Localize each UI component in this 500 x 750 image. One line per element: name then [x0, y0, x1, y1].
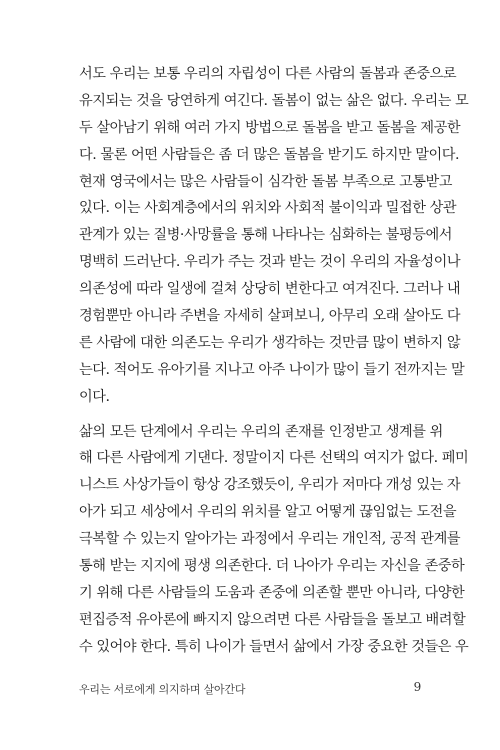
text-line: 통해 받는 지지에 평생 의존한다. 더 나아가 우리는 자신을 존중하: [79, 558, 465, 575]
text-line: 는다. 적어도 유아기를 지나고 아주 나이가 많이 들기 전까지는 말: [79, 361, 465, 378]
text-line: 현재 영국에서는 많은 사람들이 심각한 돌봄 부족으로 고통받고: [79, 173, 453, 190]
text-line: 이다.: [79, 388, 110, 405]
paragraph-gap: [79, 411, 423, 419]
paragraph: [79, 61, 469, 411]
body-text: [79, 61, 469, 661]
text-line: 관계가 있는 질병·사망률을 통해 나타나는 심화하는 불평등에서: [79, 227, 453, 244]
text-line: 다. 물론 어떤 사람들은 좀 더 많은 돌봄을 받기도 하지만 말이다.: [79, 146, 460, 163]
text-line: 니스트 사상가들이 항상 강조했듯이, 우리가 저마다 개성 있는 자: [79, 477, 461, 494]
paragraph: [79, 419, 469, 661]
text-line: 유지되는 것을 당연하게 여긴다. 돌봄이 없는 삶은 없다. 우리는 모: [79, 92, 469, 109]
running-title: 우리는 서로에게 의지하며 살아간다: [79, 683, 246, 696]
text-line: 의존성에 따라 일생에 걸쳐 상당히 변한다고 여겨진다. 그러나 내: [79, 281, 461, 298]
text-line: 수 있어야 한다. 특히 나이가 들면서 삶에서 가장 중요한 것들은 우: [79, 638, 469, 655]
text-line: 아가 되고 세상에서 우리의 위치를 알고 어떻게 끊임없는 도전을: [79, 504, 457, 521]
text-line: 서도 우리는 보통 우리의 자립성이 다른 사람의 돌봄과 존중으로: [79, 66, 457, 82]
text-line: 른 사람에 대한 의존도는 우리가 생각하는 것만큼 많이 변하지 않: [79, 334, 461, 351]
text-line: 기 위해 다른 사람들의 도움과 존중에 의존할 뿐만 아니라, 다양한: [79, 584, 465, 601]
text-line: 해 다른 사람에게 기댄다. 정말이지 다른 선택의 여지가 없다. 페미: [79, 450, 469, 467]
page-footer: [0, 681, 500, 701]
text-line: 삶의 모든 단계에서 우리는 우리의 존재를 인정받고 생계를 위: [79, 423, 443, 440]
page-number: 9: [413, 680, 421, 694]
text-line: 편집증적 유아론에 빠지지 않으려면 다른 사람들을 돌보고 배려할: [79, 611, 466, 628]
text-line: 경험뿐만 아니라 주변을 자세히 살펴보니, 아무리 오래 살아도 다: [79, 308, 461, 325]
text-line: 있다. 이는 사회계층에서의 위치와 사회적 불이익과 밀접한 상관: [79, 200, 457, 217]
text-line: 명백히 드러난다. 우리가 주는 것과 받는 것이 우리의 자율성이나: [79, 254, 461, 271]
text-line: 두 살아남기 위해 여러 가지 방법으로 돌봄을 받고 돌봄을 제공한: [79, 119, 461, 136]
text-line: 극복할 수 있는지 알아가는 과정에서 우리는 개인적, 공적 관계를: [79, 531, 461, 548]
